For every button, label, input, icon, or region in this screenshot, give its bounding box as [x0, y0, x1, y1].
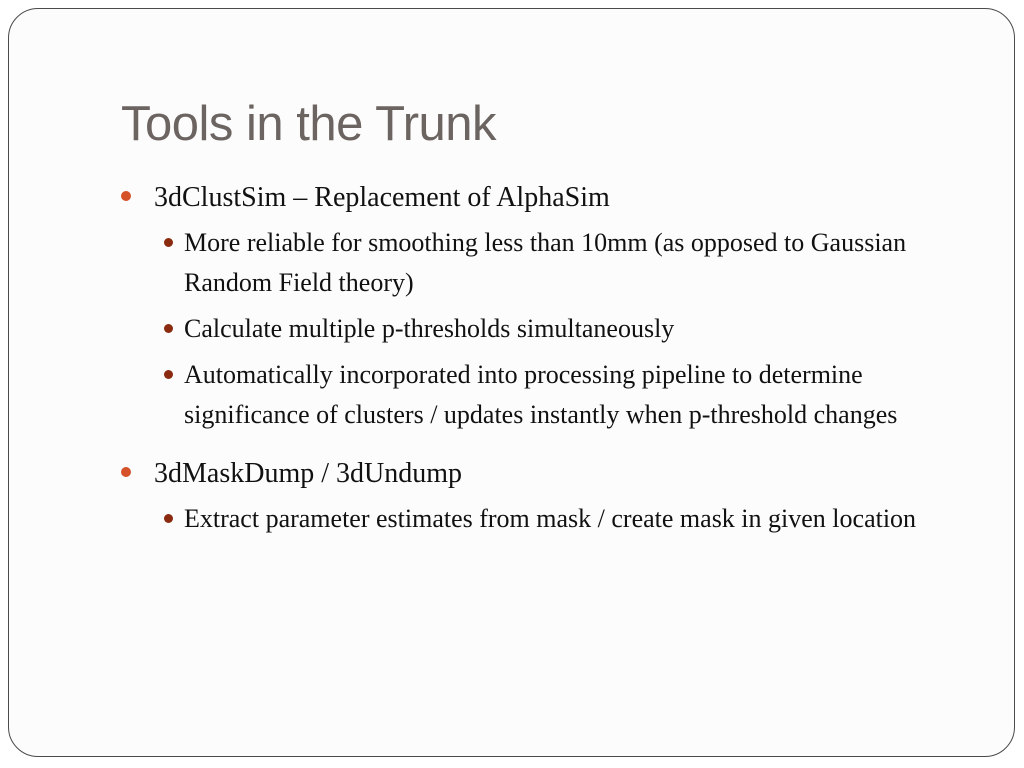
bullet-text: 3dClustSim – Replacement of AlphaSim	[154, 182, 610, 213]
bullet-dot-icon	[121, 467, 131, 477]
sub-bullet-text: Automatically incorporated into processing pipeline to determine significance of clusters / updates instantly when p-threshold changes	[184, 360, 898, 429]
sub-bullet-dot-icon	[164, 514, 173, 523]
bullet-text: 3dMaskDump / 3dUndump	[154, 458, 462, 489]
sub-bullet-pipeline	[121, 355, 961, 435]
sub-bullet-reliability	[121, 223, 961, 303]
sub-bullet-text: Calculate multiple p-thresholds simultaneously	[184, 314, 675, 343]
bullet-3dclustsim	[121, 179, 961, 217]
slide-frame	[8, 8, 1015, 757]
sub-bullet-dot-icon	[164, 238, 173, 247]
slide-title: Tools in the Trunk	[121, 97, 497, 151]
sub-bullet-p-thresholds	[121, 309, 961, 349]
sub-bullet-dot-icon	[164, 370, 173, 379]
sub-bullet-text: More reliable for smoothing less than 10mm (as opposed to Gaussian Random Field theory)	[184, 228, 907, 297]
sub-bullet-extract-parameters	[121, 499, 961, 539]
bullet-dot-icon	[121, 191, 131, 201]
bullet-3dmaskdump	[121, 455, 961, 493]
slide-content	[121, 179, 961, 539]
sub-bullet-text: Extract parameter estimates from mask / create mask in given location	[184, 504, 917, 533]
sub-bullet-dot-icon	[164, 324, 173, 333]
